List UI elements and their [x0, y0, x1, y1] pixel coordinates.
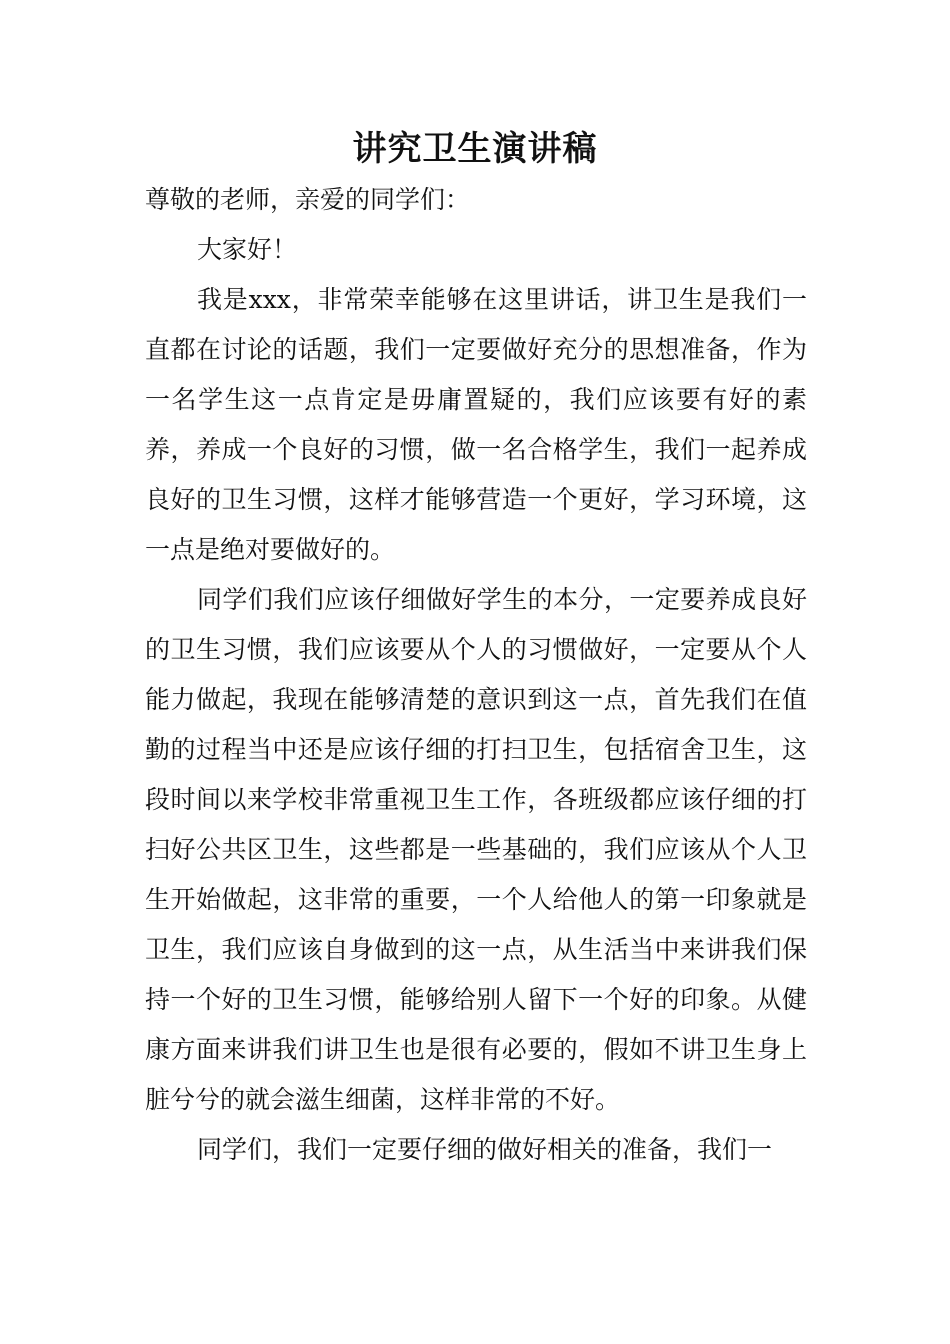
- document-title: 讲究卫生演讲稿: [352, 129, 598, 169]
- paragraph-greeting: 大家好！: [197, 235, 298, 264]
- paragraph-1: 我是xxx，非常荣幸能够在这里讲话，讲卫生是我们一直都在讨论的话题，我们一定要做好充分的思想准备，作为一名学生这一点肯定是毋庸置疑的，我们应该要有好的素养，养成一个良好的习惯，做一名合格学生，我们一起养成良好的卫生习惯，这样才能够营造一个更好，学习环境，这一点是绝对要做好的。: [145, 285, 807, 564]
- paragraph-3: 同学们，我们一定要仔细的做好相关的准备，我们一: [197, 1135, 773, 1164]
- document-body: [145, 175, 807, 1175]
- paragraph-2: 同学们我们应该仔细做好学生的本分，一定要养成良好的卫生习惯，我们应该要从个人的习惯做好，一定要从个人能力做起，我现在能够清楚的意识到这一点，首先我们在值勤的过程当中还是应该仔细的打扫卫生，包括宿舍卫生，这段时间以来学校非常重视卫生工作，各班级都应该仔细的打扫好公共区卫生，这些都是一些基础的，我们应该从个人卫生开始做起，这非常的重要，一个人给他人的第一印象就是卫生，我们应该自身做到的这一点，从生活当中来讲我们保持一个好的卫生习惯，能够给别人留下一个好的印象。从健康方面来讲我们讲卫生也是很有必要的，假如不讲卫生身上脏兮兮的就会滋生细菌，这样非常的不好。: [145, 585, 807, 1114]
- salutation: 尊敬的老师，亲爱的同学们：: [145, 185, 471, 214]
